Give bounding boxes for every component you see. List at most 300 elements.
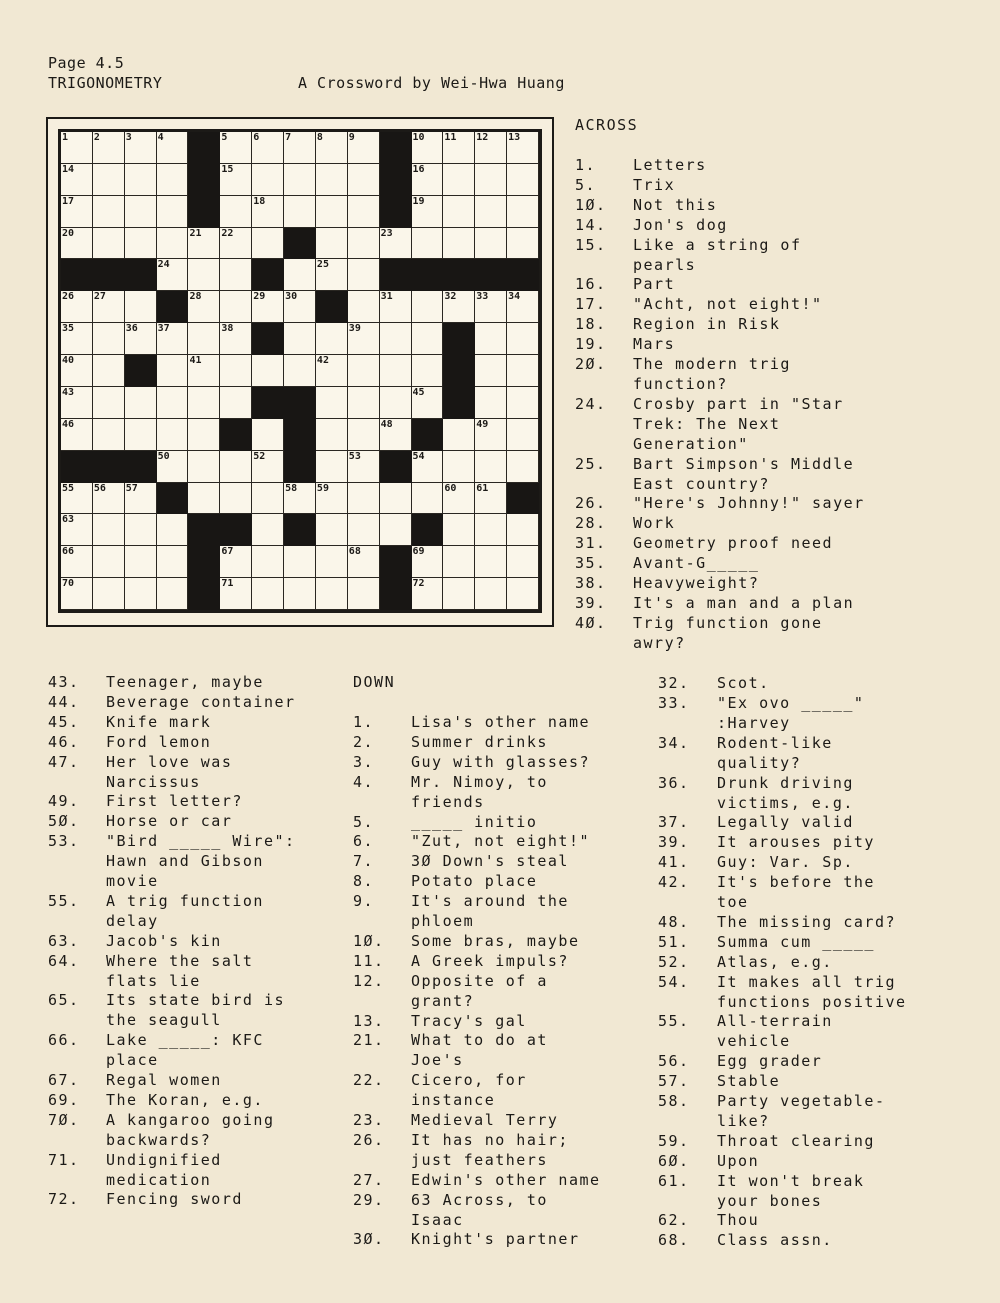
grid-cell[interactable] — [475, 355, 507, 387]
clue-item — [353, 831, 590, 851]
clue-item — [658, 1071, 780, 1091]
grid-cell[interactable] — [443, 483, 475, 515]
grid-block — [412, 419, 444, 451]
grid-cell[interactable] — [188, 451, 220, 483]
clue-text: victims, e.g. — [717, 793, 854, 812]
clue-item — [48, 1090, 264, 1110]
clue-number: 72. — [48, 1190, 80, 1209]
clue-number: 39. — [658, 833, 690, 852]
grid-cell[interactable] — [93, 546, 125, 578]
grid-cell[interactable] — [220, 578, 252, 610]
grid-cell[interactable] — [220, 387, 252, 419]
grid-cell[interactable] — [125, 546, 157, 578]
cell-number: 15 — [221, 163, 234, 175]
grid-cell[interactable] — [348, 483, 380, 515]
clue-item — [658, 972, 907, 1012]
clue-text: Hawn and Gibson — [106, 852, 264, 871]
grid-cell[interactable] — [61, 228, 93, 260]
across-heading: ACROSS — [575, 116, 639, 134]
crossword-grid-frame — [46, 117, 554, 627]
grid-cell[interactable] — [348, 132, 380, 164]
clue-number: 8. — [353, 872, 375, 891]
clue-item — [353, 1070, 527, 1110]
grid-cell[interactable] — [475, 196, 507, 228]
clue-text: Her love was — [106, 752, 233, 771]
grid-cell[interactable] — [252, 355, 284, 387]
cell-number: 17 — [62, 195, 75, 207]
grid-cell[interactable] — [316, 387, 348, 419]
grid-cell[interactable] — [348, 578, 380, 610]
grid-cell[interactable] — [316, 546, 348, 578]
grid-cell[interactable] — [443, 291, 475, 323]
clue-number: 24. — [575, 394, 607, 413]
clue-text: Jon's dog — [633, 215, 728, 234]
grid-cell[interactable] — [188, 419, 220, 451]
clue-number: 54. — [658, 972, 690, 991]
grid-cell[interactable] — [475, 578, 507, 610]
grid-cell[interactable] — [125, 164, 157, 196]
grid-cell[interactable] — [252, 419, 284, 451]
grid-cell[interactable] — [93, 196, 125, 228]
clue-text: Party vegetable- — [717, 1091, 886, 1110]
clue-item — [48, 1150, 222, 1190]
grid-cell[interactable] — [475, 451, 507, 483]
grid-cell[interactable] — [157, 578, 189, 610]
clue-text: Narcissus — [106, 772, 201, 791]
grid-cell[interactable] — [93, 419, 125, 451]
clue-number: 5. — [575, 175, 597, 194]
grid-block — [188, 132, 220, 164]
grid-cell[interactable] — [284, 259, 316, 291]
grid-cell[interactable] — [220, 228, 252, 260]
grid-cell[interactable] — [380, 355, 412, 387]
grid-cell[interactable] — [412, 355, 444, 387]
grid-cell[interactable] — [443, 578, 475, 610]
clue-text: Bart Simpson's Middle — [633, 454, 855, 473]
grid-cell[interactable] — [252, 546, 284, 578]
clue-item — [353, 1190, 548, 1230]
grid-cell[interactable] — [507, 196, 539, 228]
clue-number: 15. — [575, 235, 607, 254]
clue-item — [353, 1030, 548, 1070]
grid-cell[interactable] — [252, 578, 284, 610]
clue-text: vehicle — [717, 1032, 791, 1051]
cell-number: 21 — [189, 227, 202, 239]
grid-cell[interactable] — [125, 514, 157, 546]
clue-number: 7. — [353, 852, 375, 871]
grid-cell[interactable] — [61, 196, 93, 228]
grid-block — [284, 228, 316, 260]
grid-cell[interactable] — [443, 419, 475, 451]
clue-item — [658, 832, 875, 852]
clue-item — [353, 772, 548, 812]
clue-text: Generation" — [633, 434, 749, 453]
grid-cell[interactable] — [348, 228, 380, 260]
grid-cell[interactable] — [380, 228, 412, 260]
grid-cell[interactable] — [348, 164, 380, 196]
grid-cell[interactable] — [157, 323, 189, 355]
clue-number: 1. — [353, 713, 375, 731]
grid-cell[interactable] — [412, 387, 444, 419]
down-heading: DOWN — [353, 673, 396, 691]
grid-cell[interactable] — [220, 164, 252, 196]
grid-cell[interactable] — [220, 323, 252, 355]
grid-cell[interactable] — [412, 164, 444, 196]
clue-text: Region in Risk — [633, 315, 781, 334]
grid-cell[interactable] — [220, 355, 252, 387]
grid-cell[interactable] — [93, 483, 125, 515]
grid-block — [220, 514, 252, 546]
grid-cell[interactable] — [412, 546, 444, 578]
grid-cell[interactable] — [475, 291, 507, 323]
grid-cell[interactable] — [380, 323, 412, 355]
grid-cell[interactable] — [348, 546, 380, 578]
grid-cell[interactable] — [157, 419, 189, 451]
grid-cell[interactable] — [252, 164, 284, 196]
grid-cell[interactable] — [61, 323, 93, 355]
clue-number: 52. — [658, 952, 690, 971]
grid-cell[interactable] — [125, 291, 157, 323]
grid-cell[interactable] — [316, 196, 348, 228]
grid-block — [507, 259, 539, 291]
grid-cell[interactable] — [348, 259, 380, 291]
clue-item — [353, 1130, 569, 1170]
clue-text: Knight's partner — [411, 1230, 580, 1249]
clue-text: Scot. — [717, 674, 770, 692]
grid-cell[interactable] — [348, 291, 380, 323]
grid-cell[interactable] — [93, 323, 125, 355]
grid-cell[interactable] — [443, 132, 475, 164]
grid-cell[interactable] — [475, 387, 507, 419]
grid-block — [284, 514, 316, 546]
grid-cell[interactable] — [220, 196, 252, 228]
grid-cell[interactable] — [157, 387, 189, 419]
grid-cell[interactable] — [284, 323, 316, 355]
clue-item — [48, 791, 243, 811]
grid-cell[interactable] — [284, 291, 316, 323]
clue-text: Mr. Nimoy, to — [411, 772, 548, 791]
grid-block — [157, 291, 189, 323]
grid-cell[interactable] — [220, 291, 252, 323]
cell-number: 10 — [412, 132, 425, 143]
grid-cell[interactable] — [252, 514, 284, 546]
clue-number: 27. — [353, 1170, 385, 1189]
clue-item — [353, 971, 548, 1011]
grid-cell[interactable] — [507, 546, 539, 578]
clue-item — [575, 493, 865, 513]
grid-cell[interactable] — [61, 419, 93, 451]
grid-cell[interactable] — [316, 419, 348, 451]
grid-cell[interactable] — [125, 387, 157, 419]
grid-cell[interactable] — [61, 483, 93, 515]
grid-cell[interactable] — [188, 291, 220, 323]
clue-text: Upon — [717, 1151, 760, 1170]
clue-text: grant? — [411, 991, 475, 1010]
grid-cell[interactable] — [284, 546, 316, 578]
grid-cell[interactable] — [157, 132, 189, 164]
clue-text: Opposite of a — [411, 971, 548, 990]
grid-block — [252, 387, 284, 419]
grid-cell[interactable] — [284, 483, 316, 515]
clue-item — [658, 733, 833, 773]
grid-cell[interactable] — [61, 291, 93, 323]
grid-cell[interactable] — [348, 355, 380, 387]
grid-cell[interactable] — [188, 323, 220, 355]
cell-number: 11 — [444, 132, 457, 143]
clue-text: "Ex ovo _____" — [717, 693, 865, 712]
clue-text: It arouses pity — [717, 833, 875, 852]
grid-cell[interactable] — [188, 228, 220, 260]
clue-item — [353, 1170, 601, 1190]
grid-cell[interactable] — [125, 578, 157, 610]
clue-text: Edwin's other name — [411, 1170, 601, 1189]
grid-cell[interactable] — [252, 483, 284, 515]
grid-cell[interactable] — [507, 323, 539, 355]
grid-cell[interactable] — [125, 419, 157, 451]
clue-item — [353, 812, 537, 832]
grid-cell[interactable] — [157, 259, 189, 291]
grid-cell[interactable] — [284, 196, 316, 228]
grid-cell[interactable] — [125, 228, 157, 260]
grid-cell[interactable] — [412, 323, 444, 355]
grid-cell[interactable] — [348, 514, 380, 546]
clue-text: It has no hair; — [411, 1130, 569, 1149]
grid-cell[interactable] — [284, 578, 316, 610]
cell-number: 36 — [125, 323, 138, 335]
grid-cell[interactable] — [507, 132, 539, 164]
grid-cell[interactable] — [507, 355, 539, 387]
grid-cell[interactable] — [93, 291, 125, 323]
clue-text: 63 Across, to — [411, 1190, 548, 1209]
crossword-grid-border — [58, 129, 542, 613]
grid-cell[interactable] — [443, 451, 475, 483]
grid-cell[interactable] — [412, 578, 444, 610]
clue-item — [353, 752, 590, 772]
clue-text: Guy: Var. Sp. — [717, 853, 854, 872]
grid-cell[interactable] — [475, 132, 507, 164]
grid-cell[interactable] — [220, 259, 252, 291]
grid-cell[interactable] — [316, 451, 348, 483]
clue-text: Summa cum _____ — [717, 932, 875, 951]
grid-cell[interactable] — [284, 355, 316, 387]
cell-number: 13 — [508, 132, 521, 143]
grid-cell[interactable] — [125, 132, 157, 164]
grid-cell[interactable] — [316, 228, 348, 260]
grid-cell[interactable] — [475, 514, 507, 546]
grid-block — [380, 164, 412, 196]
grid-block — [284, 387, 316, 419]
grid-cell[interactable] — [61, 132, 93, 164]
clue-number: 69. — [48, 1090, 80, 1109]
grid-cell[interactable] — [61, 355, 93, 387]
grid-cell[interactable] — [412, 228, 444, 260]
grid-cell[interactable] — [220, 483, 252, 515]
grid-cell[interactable] — [507, 228, 539, 260]
grid-cell[interactable] — [316, 323, 348, 355]
clue-text: Thou — [717, 1211, 760, 1230]
clue-item — [353, 1011, 527, 1031]
clue-number: 42. — [658, 873, 690, 891]
grid-cell[interactable] — [443, 546, 475, 578]
grid-cell[interactable] — [157, 196, 189, 228]
grid-cell[interactable] — [507, 451, 539, 483]
grid-cell[interactable] — [93, 514, 125, 546]
grid-cell[interactable] — [93, 132, 125, 164]
clue-item — [48, 1070, 222, 1090]
clue-text: Like a string of — [633, 235, 802, 254]
grid-cell[interactable] — [412, 196, 444, 228]
clue-text: Ford lemon — [106, 732, 212, 751]
grid-block — [443, 355, 475, 387]
grid-cell[interactable] — [380, 291, 412, 323]
grid-cell[interactable] — [348, 387, 380, 419]
grid-cell[interactable] — [220, 546, 252, 578]
grid-cell[interactable] — [412, 132, 444, 164]
cell-number: 23 — [380, 227, 393, 239]
grid-cell[interactable] — [157, 546, 189, 578]
grid-cell[interactable] — [316, 259, 348, 291]
cell-number: 66 — [62, 546, 75, 558]
grid-cell[interactable] — [475, 164, 507, 196]
clue-text: Part — [633, 275, 676, 294]
grid-cell[interactable] — [252, 228, 284, 260]
clue-text: All-terrain — [717, 1012, 833, 1031]
grid-cell[interactable] — [380, 483, 412, 515]
grid-cell[interactable] — [61, 387, 93, 419]
cell-number: 22 — [221, 227, 234, 239]
grid-cell[interactable] — [475, 228, 507, 260]
grid-cell[interactable] — [284, 132, 316, 164]
grid-cell[interactable] — [252, 451, 284, 483]
grid-cell[interactable] — [61, 546, 93, 578]
clue-text: A kangaroo going — [106, 1110, 275, 1129]
clue-number: 1Ø. — [353, 931, 385, 950]
grid-cell[interactable] — [157, 451, 189, 483]
grid-cell[interactable] — [93, 164, 125, 196]
grid-block — [125, 451, 157, 483]
clue-item — [575, 314, 780, 334]
grid-cell[interactable] — [507, 387, 539, 419]
clue-item — [658, 693, 864, 733]
grid-cell[interactable] — [443, 196, 475, 228]
grid-cell[interactable] — [316, 514, 348, 546]
cell-number: 71 — [221, 578, 234, 590]
grid-cell[interactable] — [316, 355, 348, 387]
clue-item — [575, 613, 823, 653]
clue-item — [575, 354, 791, 394]
clue-text: Regal women — [106, 1071, 222, 1089]
cell-number: 48 — [380, 418, 393, 430]
grid-cell[interactable] — [61, 578, 93, 610]
clue-number: 51. — [658, 932, 690, 951]
grid-cell[interactable] — [61, 164, 93, 196]
grid-cell[interactable] — [443, 228, 475, 260]
grid-cell[interactable] — [284, 164, 316, 196]
grid-block — [61, 259, 93, 291]
grid-cell[interactable] — [348, 419, 380, 451]
clue-text: Guy with glasses? — [411, 752, 591, 771]
grid-cell[interactable] — [220, 451, 252, 483]
grid-cell[interactable] — [412, 483, 444, 515]
grid-cell[interactable] — [443, 514, 475, 546]
grid-cell[interactable] — [348, 451, 380, 483]
grid-cell[interactable] — [380, 514, 412, 546]
clue-item — [575, 195, 717, 215]
grid-cell[interactable] — [475, 323, 507, 355]
grid-cell[interactable] — [475, 546, 507, 578]
grid-cell[interactable] — [157, 164, 189, 196]
clue-item — [575, 175, 675, 195]
grid-cell[interactable] — [252, 132, 284, 164]
cell-number: 58 — [285, 482, 298, 494]
grid-cell[interactable] — [93, 228, 125, 260]
grid-cell[interactable] — [252, 196, 284, 228]
cell-number: 53 — [348, 450, 361, 462]
grid-cell[interactable] — [507, 514, 539, 546]
grid-cell[interactable] — [475, 483, 507, 515]
grid-cell[interactable] — [348, 323, 380, 355]
grid-cell[interactable] — [93, 355, 125, 387]
clue-item — [575, 533, 833, 553]
grid-cell[interactable] — [252, 291, 284, 323]
grid-cell[interactable] — [507, 164, 539, 196]
clue-item — [575, 553, 759, 573]
grid-cell[interactable] — [125, 323, 157, 355]
grid-cell[interactable] — [443, 164, 475, 196]
clue-text: Summer drinks — [411, 732, 548, 751]
grid-cell[interactable] — [188, 483, 220, 515]
grid-cell[interactable] — [316, 578, 348, 610]
grid-cell[interactable] — [316, 132, 348, 164]
grid-cell[interactable] — [93, 578, 125, 610]
clue-number: 5Ø. — [48, 812, 80, 831]
grid-cell[interactable] — [188, 387, 220, 419]
grid-cell[interactable] — [475, 419, 507, 451]
grid-cell[interactable] — [188, 355, 220, 387]
clue-text: functions positive — [717, 992, 907, 1011]
grid-cell[interactable] — [412, 291, 444, 323]
grid-cell[interactable] — [157, 514, 189, 546]
grid-cell[interactable] — [125, 483, 157, 515]
clue-number: 32. — [658, 674, 690, 692]
grid-cell[interactable] — [316, 483, 348, 515]
grid-cell[interactable] — [61, 514, 93, 546]
grid-cell[interactable] — [380, 387, 412, 419]
grid-cell[interactable] — [157, 228, 189, 260]
grid-cell[interactable] — [412, 451, 444, 483]
cell-number: 24 — [157, 259, 170, 271]
clue-number: 34. — [658, 733, 690, 752]
grid-cell[interactable] — [380, 419, 412, 451]
byline: A Crossword by Wei-Hwa Huang — [298, 74, 565, 92]
clue-text: instance — [411, 1091, 496, 1110]
grid-cell[interactable] — [316, 164, 348, 196]
grid-cell[interactable] — [188, 259, 220, 291]
clue-number: 58. — [658, 1091, 690, 1110]
grid-cell[interactable] — [93, 387, 125, 419]
grid-cell[interactable] — [348, 196, 380, 228]
clue-number: 45. — [48, 712, 80, 731]
cell-number: 49 — [476, 418, 489, 430]
clue-number: 19. — [575, 335, 607, 354]
grid-cell[interactable] — [507, 291, 539, 323]
grid-cell[interactable] — [507, 578, 539, 610]
grid-cell[interactable] — [157, 355, 189, 387]
grid-cell[interactable] — [507, 419, 539, 451]
cell-number: 45 — [412, 386, 425, 398]
grid-cell[interactable] — [125, 196, 157, 228]
grid-cell[interactable] — [220, 132, 252, 164]
